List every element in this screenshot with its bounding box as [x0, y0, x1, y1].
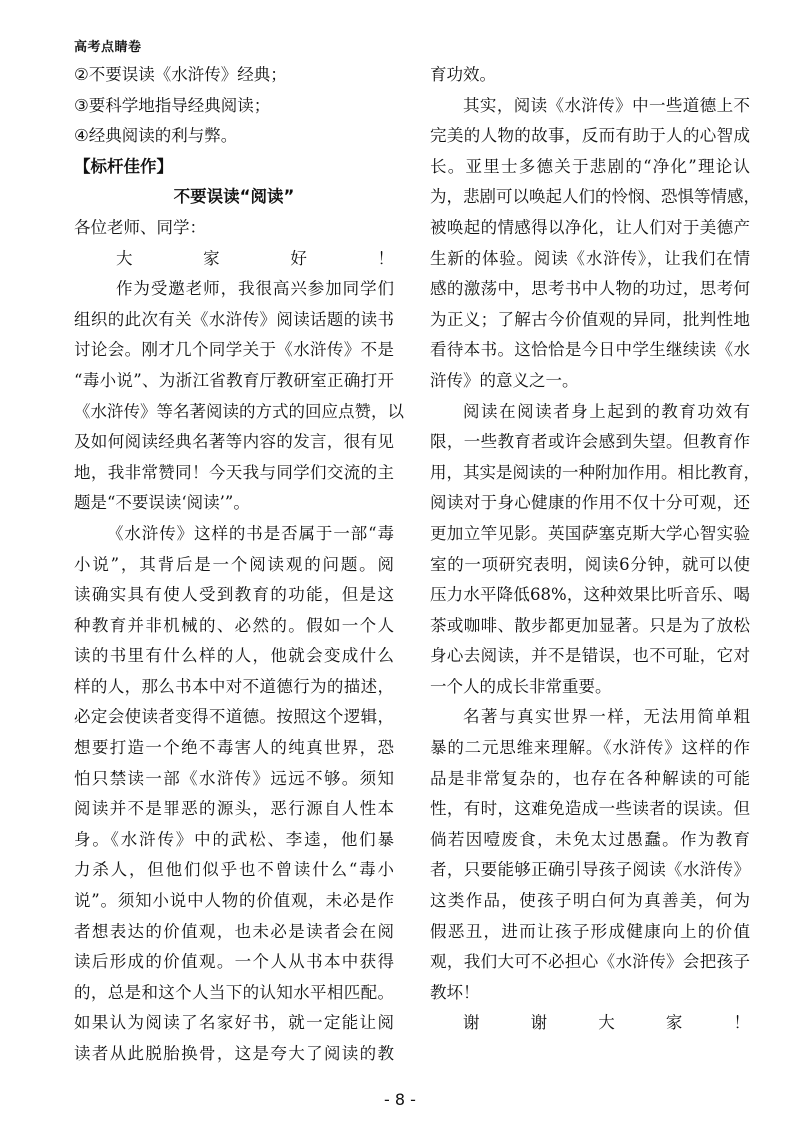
right-column-line: 育功效。 — [430, 65, 496, 84]
left-column-line: ③要科学地指导经典阅读； — [74, 95, 271, 115]
right-column-line: 观，我们大可不必担心《水浒传》会把孩子 — [430, 952, 750, 972]
right-column-line: 这类作品，使孩子明白何为真善美，何为 — [430, 891, 750, 911]
left-column-line: 组织的此次有关《水浒传》阅读话题的读书 — [74, 309, 394, 329]
left-column-line: 《水浒传》这样的书是否属于一部“毒 — [107, 523, 394, 543]
left-column-line: 身。《水浒传》中的武松、李逵，他们暴 — [74, 829, 394, 849]
right-column-line: 压力水平降低68%，这种效果比听音乐、喝 — [430, 585, 750, 605]
left-column-line: 小说”，其背后是一个阅读观的问题。阅 — [74, 554, 394, 574]
right-column — [430, 60, 760, 1039]
left-column-line: 者想表达的价值观，也未必是读者会在阅 — [74, 921, 394, 941]
left-column-line: 读者从此脱胎换骨，这是夸大了阅读的教 — [74, 1044, 394, 1063]
left-column-line: 读确实具有使人受到教育的功能，但是这 — [74, 585, 394, 605]
right-column-line: 为正义；了解古今价值观的异同，批判性地 — [430, 309, 750, 329]
left-column-line: 不要误读“阅读” — [173, 187, 295, 207]
left-column-line: 【标杆佳作】 — [74, 156, 173, 176]
right-column-line: 被唤起的情感得以净化，让人们对于美德产 — [430, 217, 750, 237]
left-column-line: ②不要误读《水浒传》经典； — [74, 65, 287, 84]
right-column-line: 浒传》的意义之一。 — [430, 370, 579, 390]
right-column-line: 倘若因噎废食，未免太过愚蠢。作为教育 — [430, 829, 750, 849]
right-column-line: 长。亚里士多德关于悲剧的“净化”理论认 — [430, 156, 750, 176]
right-column-line: 室的一项研究表明，阅读6分钟，就可以使 — [430, 554, 750, 574]
left-column-line: 力杀人，但他们似乎也不曾读什么“毒小 — [74, 860, 394, 880]
left-column-line: “毒小说”、为浙江省教育厅教研室正确打开 — [74, 370, 394, 390]
right-column-line: 者，只要能够正确引导孩子阅读《水浒传》 — [430, 860, 750, 880]
right-column-line: 谢谢大家！ — [463, 1013, 750, 1033]
right-column-line: 名著与真实世界一样，无法用简单粗 — [463, 707, 750, 727]
left-column-line: 种教育并非机械的、必然的。假如一个人 — [74, 615, 394, 635]
right-column-line: 阅读对于身心健康的作用不仅十分可观，还 — [430, 493, 750, 513]
left-column-line: 地，我非常赞同！今天我与同学们交流的主 — [74, 462, 394, 482]
left-column-line: 读的书里有什么样的人，他就会变成什么 — [74, 646, 394, 666]
left-column-line: 大家好！ — [116, 248, 394, 268]
left-column-line: 想要打造一个绝不毒害人的纯真世界，恐 — [74, 738, 394, 758]
right-column-line: 看待本书。这恰恰是今日中学生继续读《水 — [430, 340, 750, 360]
right-column-line: 其实，阅读《水浒传》中一些道德上不 — [463, 95, 750, 115]
right-column-line: 假恶丑，进而让孩子形成健康向上的价值 — [430, 921, 750, 941]
left-column-line: 如果认为阅读了名家好书，就一定能让阅 — [74, 1013, 394, 1033]
left-column-line: 各位老师、同学： — [74, 217, 206, 237]
right-column-line: 暴的二元思维来理解。《水浒传》这样的作 — [430, 738, 750, 758]
right-column-line: 身心去阅读，并不是错误，也不可耻，它对 — [430, 646, 750, 666]
right-column-line: 一个人的成长非常重要。 — [430, 676, 612, 696]
right-column-line: 为，悲剧可以唤起人们的怜悯、恐惧等情感， — [430, 187, 760, 207]
left-column-line: 样的人，那么书本中对不道德行为的描述， — [74, 676, 394, 696]
right-column-line: 茶或咖啡、散步都更加显著。只是为了放松 — [430, 615, 750, 635]
right-column-line: 完美的人物的故事，反而有助于人的心智成 — [430, 126, 750, 146]
left-column-line: 题是“不要误读‘阅读’”。 — [74, 493, 250, 513]
right-column-line: 阅读在阅读者身上起到的教育功效有 — [463, 401, 750, 421]
right-column-line: 生新的体验。阅读《水浒传》，让我们在情 — [430, 248, 750, 268]
right-column-line: 教坏！ — [430, 982, 480, 1002]
right-column-line: 用，其实是阅读的一种附加作用。相比教育， — [430, 462, 760, 482]
left-column-line: ④经典阅读的利与弊。 — [74, 126, 238, 146]
left-column-line: 及如何阅读经典名著等内容的发言，很有见 — [74, 432, 394, 452]
page-number: - 8 - — [384, 1090, 416, 1109]
right-column-line: 品是非常复杂的，也存在各种解读的可能 — [430, 768, 750, 788]
left-column — [74, 60, 404, 1070]
left-column-line: 怕只禁读一部《水浒传》远远不够。须知 — [74, 768, 394, 788]
left-column-line: 讨论会。刚才几个同学关于《水浒传》不是 — [74, 340, 394, 360]
right-column-line: 限，一些教育者或许会感到失望。但教育作 — [430, 432, 750, 452]
right-column-line: 感的激荡中，思考书中人物的功过，思考何 — [430, 279, 750, 299]
right-column-line: 更加立竿见影。英国萨塞克斯大学心智实验 — [430, 523, 750, 543]
header-label: 高考点睛卷 — [74, 40, 142, 55]
left-column-line: 阅读并不是罪恶的源头，恶行源自人性本 — [74, 799, 394, 819]
left-column-line: 必定会使读者变得不道德。按照这个逻辑， — [74, 707, 394, 727]
left-column-line: 作为受邀老师，我很高兴参加同学们 — [116, 279, 394, 299]
left-column-line: 读后形成的价值观。一个人从书本中获得 — [74, 952, 394, 972]
right-column-line: 性，有时，这难免造成一些读者的误读。但 — [430, 799, 750, 819]
left-column-line: 说”。须知小说中人物的价值观，未必是作 — [74, 891, 394, 911]
left-column-line: 《水浒传》等名著阅读的方式的回应点赞，以 — [74, 401, 404, 421]
left-column-line: 的，总是和这个人当下的认知水平相匹配。 — [74, 982, 394, 1002]
